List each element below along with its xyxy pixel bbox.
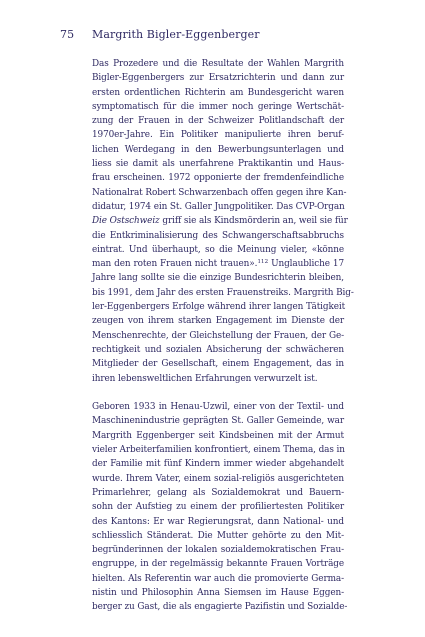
text-line: frau erscheinen. 1972 opponierte der fremdenfeindliche: [92, 173, 344, 184]
text-line: ihren lebensweltlichen Erfahrungen verwurzelt ist.: [92, 373, 318, 384]
paragraph-spacer: [92, 386, 344, 400]
text-line: rechtigkeit und sozialen Absicherung der schwächeren: [92, 344, 344, 355]
text-line: Geboren 1933 in Henau-Uzwil, einer von der Textil- und: [92, 402, 344, 413]
text-line: zeugen von ihrem starken Engagement im Dienste der: [92, 316, 344, 327]
text-line: eintrat. Und überhaupt, so die Meinung vieler, «könne: [92, 244, 344, 255]
text-line: hielten. Als Referentin war auch die promovierte Germa-: [92, 573, 344, 584]
text-segment: man den roten Frauen nicht trauen».: [92, 259, 258, 270]
text-line: engruppe, in der regelmässig bekannte Frauen Vorträge: [92, 559, 344, 570]
text-line: [92, 214, 348, 228]
text-line: Primarlehrer, gelang als Sozialdemokrat und Bauern-: [92, 487, 344, 498]
text-line: begründerinnen der lokalen sozialdemokratischen Frau-: [92, 545, 344, 556]
text-segment: Unglaubliche 17: [268, 259, 344, 270]
text-line: ler-Eggenbergers Erfolge während ihrer langen Tätigkeit: [92, 302, 346, 313]
paragraph-1: [92, 57, 354, 386]
text-line: Nationalrat Robert Schwarzenbach offen gegen ihre Kan-: [92, 187, 347, 198]
running-head-title: Margrith Bigler-Eggenberger: [92, 28, 260, 41]
text-line: Maschinenindustrie geprägten St. Galler Gemeinde, war: [92, 416, 344, 427]
text-line: 1970er-Jahre. Ein Politiker manipulierte ihren beruf-: [92, 130, 344, 141]
text-line: vieler Arbeiterfamilien konfrontiert, einem Thema, das in: [92, 445, 345, 456]
text-line: nistin und Philosophin Anna Siemsen im Hause Eggen-: [92, 587, 344, 598]
page-number: 75: [60, 28, 75, 41]
text-line: der Familie mit fünf Kindern immer wieder abgehandelt: [92, 459, 344, 470]
text-line: bis 1991, dem Jahr des ersten Frauenstreiks. Margrith Big-: [92, 287, 354, 298]
text-line: berger zu Gast, die als engagierte Pazifistin und Sozialde-: [92, 602, 348, 613]
text-line: Menschenrechte, der Gleichstellung der Frauen, der Ge-: [92, 330, 344, 341]
text-line: sohn der Aufstieg zu einem der profiliertesten Politiker: [92, 502, 344, 513]
paragraph-2: [92, 400, 348, 614]
text-line: ersten ordentlichen Richterin am Bundesgericht waren: [92, 87, 344, 98]
footnote-marker[interactable]: 112: [257, 259, 269, 266]
text-line: [92, 257, 344, 271]
text-line: didatur, 1974 ein St. Galler Jungpolitiker. Das CVP-Organ: [92, 201, 345, 212]
text-line: schliesslich Ständerat. Die Mutter gehörte zu den Mit-: [92, 530, 344, 541]
text-line: zung der Frauen in der Schweizer Politlandschaft der: [92, 116, 344, 127]
text-line: Margrith Eggenberger seit Kindsbeinen mit der Armut: [92, 430, 344, 441]
text-line: lichen Werdegang in den Bewerbungsunterlagen und: [92, 144, 344, 155]
text-line: Mitglieder der Gesellschaft, einem Engagement, das in: [92, 359, 344, 370]
publication-title: Die Ostschweiz: [92, 216, 160, 227]
text-line: des Kantons: Er war Regierungsrat, dann National- und: [92, 516, 344, 527]
text-line: symptomatisch für die immer noch geringe Wertschät-: [92, 101, 344, 112]
text-line: Jahre lang sollte sie die einzige Bundesrichterin bleiben,: [92, 273, 344, 284]
text-line: Bigler-Eggenbergers zur Ersatzrichterin und dann zur: [92, 73, 344, 84]
text-line: liess sie damit als unerfahrene Praktikantin und Haus-: [92, 159, 344, 170]
text-line: Das Prozedere und die Resultate der Wahlen Margrith: [92, 59, 344, 69]
text-line: wurde. Ihrem Vater, einem sozial-religiös ausgerichteten: [92, 473, 344, 484]
text-segment: griff sie als Kindsmörderin an, weil sie für: [159, 216, 348, 227]
text-line: die Entkriminalisierung des Schwangerschaftsabbruchs: [92, 230, 344, 241]
body-text: [92, 57, 354, 615]
running-header: [0, 27, 425, 43]
